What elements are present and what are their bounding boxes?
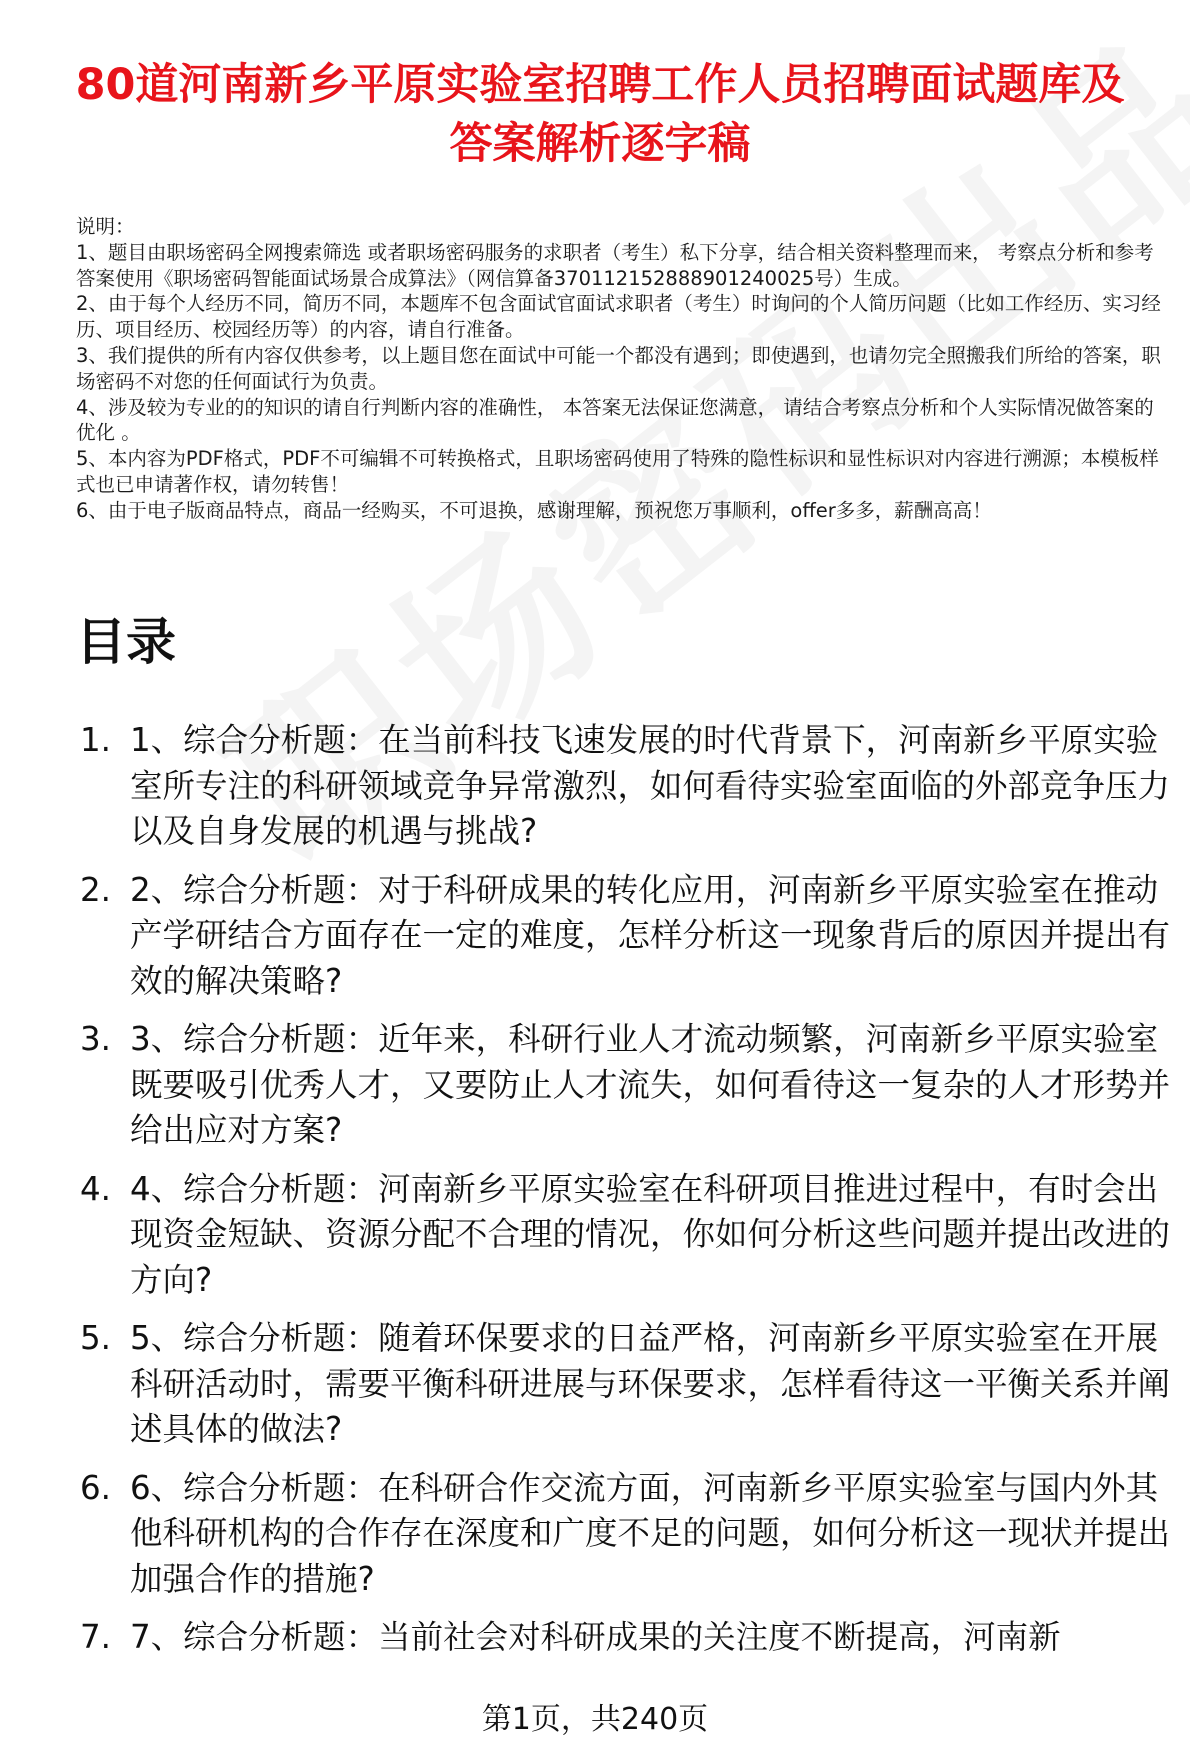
document-title: 80道河南新乡平原实验室招聘工作人员招聘面试题库及答案解析逐字稿: [75, 60, 1125, 169]
toc-item[interactable]: [80, 1615, 1170, 1661]
toc-item-text[interactable]: 6、综合分析题：在科研合作交流方面，河南新乡平原实验室与国内外其他科研机构的合作存在深度和广度不足的问题，如何分析这一现状并提出加强合作的措施?: [130, 1468, 1171, 1598]
toc-item-text[interactable]: 4、综合分析题：河南新乡平原实验室在科研项目推进过程中，有时会出现资金短缺、资源分配不合理的情况，你如何分析这些问题并提出改进的方向?: [130, 1169, 1171, 1299]
note-item: 1、题目由职场密码全网搜索筛选 或者职场密码服务的求职者（考生）私下分享，结合相关资料整理而来， 考察点分析和参考答案使用《职场密码智能面试场景合成算法》（网信算备370112152888901240025号）生成。: [76, 240, 1154, 290]
toc-item-number: 4.: [80, 1169, 112, 1208]
toc-heading: 目录: [76, 613, 176, 671]
toc-item-text[interactable]: 5、综合分析题：随着环保要求的日益严格，河南新乡平原实验室在开展科研活动时，需要平衡科研进展与环保要求，怎样看待这一平衡关系并阐述具体的做法?: [130, 1319, 1171, 1448]
toc-item-number: 6.: [80, 1468, 112, 1507]
toc-item-text[interactable]: 7、综合分析题：当前社会对科研成果的关注度不断提高，河南新: [130, 1618, 1061, 1656]
toc-item[interactable]: [80, 1316, 1170, 1453]
toc-item-number: 5.: [80, 1319, 112, 1357]
note-item: 2、由于每个人经历不同，简历不同，本题库不包含面试官面试求职者（考生）时询问的个人简历问题（比如工作经历、实习经历、项目经历、校园经历等）的内容，请自行准备。: [76, 292, 1161, 342]
toc-item-text[interactable]: 3、综合分析题：近年来，科研行业人才流动频繁，河南新乡平原实验室既要吸引优秀人才，又要防止人才流失，如何看待这一复杂的人才形势并给出应对方案?: [130, 1020, 1171, 1149]
note-item: 4、涉及较为专业的的知识的请自行判断内容的准确性， 本答案无法保证您满意， 请结合考察点分析和个人实际情况做答案的优化 。: [76, 395, 1154, 445]
note-item: 5、本内容为PDF格式，PDF不可编辑不可转换格式，且职场密码使用了特殊的隐性标识和显性标识对内容进行溯源；本模板样式也已申请著作权，请勿转售！: [76, 447, 1159, 496]
page-number: 第1页，共240页: [0, 1700, 1190, 1740]
toc-item[interactable]: [80, 718, 1170, 855]
toc-item-number: 1.: [80, 721, 112, 759]
toc-item[interactable]: [80, 868, 1170, 1005]
toc-item-text[interactable]: 1、综合分析题：在当前科技飞速发展的时代背景下，河南新乡平原实验室所专注的科研领域竞争异常激烈，如何看待实验室面临的外部竞争压力以及自身发展的机遇与挑战?: [130, 721, 1171, 850]
toc-item[interactable]: [80, 1017, 1170, 1154]
note-item: 6、由于电子版商品特点，商品一经购买，不可退换，感谢理解，预祝您万事顺利，offer多多，薪酬高高！: [76, 498, 992, 522]
notes-heading: 说明：: [76, 215, 135, 238]
toc-item-number: 7.: [80, 1618, 112, 1656]
toc-item[interactable]: [80, 1466, 1170, 1603]
toc-list: [80, 718, 1170, 1674]
toc-item[interactable]: [80, 1167, 1170, 1304]
toc-item-number: 2.: [80, 870, 112, 909]
notes-section: [76, 214, 1164, 524]
toc-item-text[interactable]: 2、综合分析题：对于科研成果的转化应用，河南新乡平原实验室在推动产学研结合方面存在一定的难度，怎样分析这一现象背后的原因并提出有效的解决策略?: [130, 870, 1171, 1000]
toc-item-number: 3.: [80, 1020, 112, 1058]
note-item: 3、我们提供的所有内容仅供参考，以上题目您在面试中可能一个都没有遇到；即使遇到，也请勿完全照搬我们所给的答案，职场密码不对您的任何面试行为负责。: [76, 343, 1161, 393]
